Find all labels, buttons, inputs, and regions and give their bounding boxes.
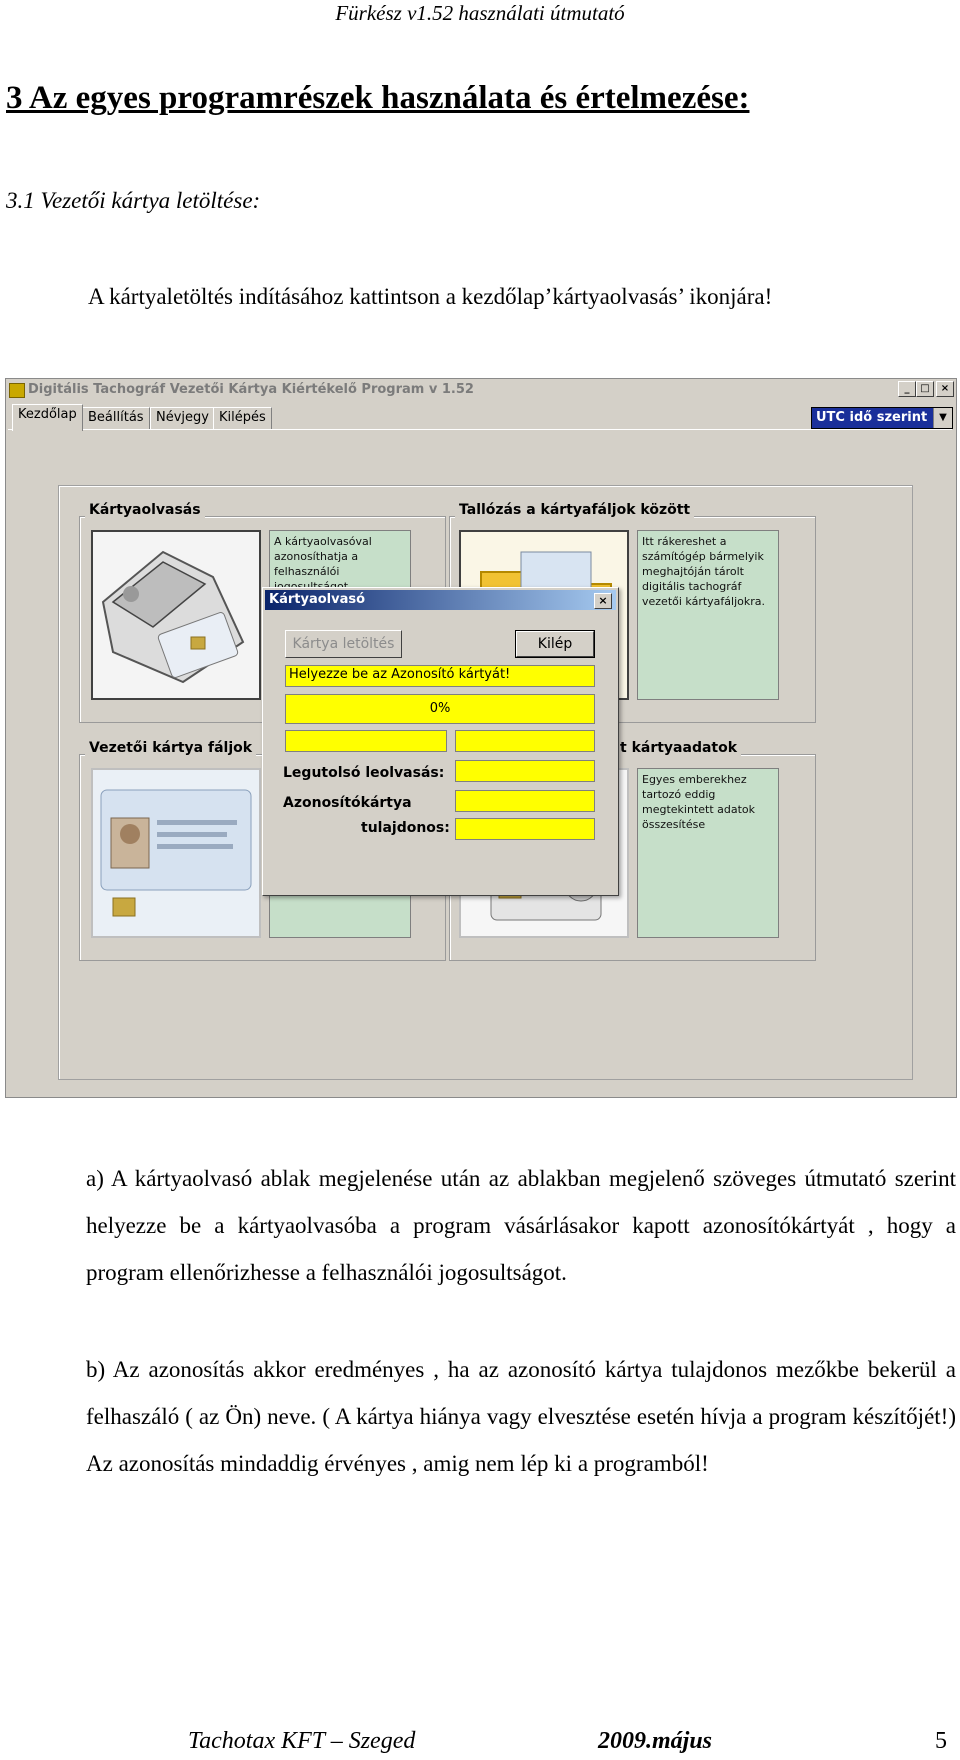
- field-2: [455, 730, 595, 752]
- tab-beallitas[interactable]: Beállítás: [82, 407, 150, 430]
- home-panel: [58, 485, 913, 1080]
- utc-select[interactable]: [811, 407, 953, 429]
- card-reader-dialog: [262, 587, 619, 896]
- owner-field-1: [455, 790, 595, 812]
- field-1: [285, 730, 447, 752]
- owner-field-2: [455, 818, 595, 840]
- app-title: Digitális Tachográf Vezetői Kártya Kiértékelő Program v 1.52: [28, 382, 474, 397]
- subsection-heading: 3.1 Vezetői kártya letöltése:: [6, 188, 261, 213]
- dialog-title-bar: [265, 590, 616, 610]
- driver-card-image[interactable]: [91, 768, 261, 938]
- group-browse-title: Tallózás a kártyafáljok között: [455, 502, 694, 518]
- browse-info: Itt rákereshet a számítógép bármelyik meghajtóján tárolt digitális tachográf vezetői kártyafáljokra.: [637, 530, 779, 700]
- progress-text: 0%: [429, 701, 451, 716]
- footer-company: Tachotax KFT – Szeged: [188, 1728, 416, 1754]
- minimize-button[interactable]: _: [898, 381, 916, 397]
- footer-date: 2009.május: [598, 1728, 713, 1754]
- group-card-data-title: t kártyaadatok: [616, 740, 741, 756]
- download-button[interactable]: Kártya letöltés: [285, 630, 402, 658]
- last-read-field: [455, 760, 595, 782]
- app-title-bar: [6, 379, 956, 401]
- maximize-button[interactable]: □: [916, 381, 934, 397]
- chevron-down-icon[interactable]: ▼: [933, 408, 952, 428]
- progress-bar: [285, 694, 595, 724]
- card-reading-info: A kártyaolvasóval azonosíthatja a felhasználói: [269, 530, 411, 700]
- intro-text: A kártyaletöltés indításához kattintson a kezdőlap’kártyaolvasás’ ikonjára!: [88, 284, 773, 309]
- page-header: Fürkész v1.52 használati útmutató: [335, 1, 625, 25]
- dialog-title: Kártyaolvasó: [269, 592, 366, 607]
- card-reader-icon: [93, 532, 259, 698]
- card-reader-image[interactable]: [91, 530, 261, 700]
- group-driver-files-title: Vezetői kártya fáljok: [85, 740, 256, 756]
- section-heading: 3 Az egyes programrészek használata és értelmezése:: [6, 80, 750, 116]
- paragraph-b: b) Az azonosítás akkor eredményes , ha az azonosító kártya tulajdonos mezőkbe bekerül a felhaszáló ( az Ön) neve. ( A kártya hiánya vagy elvesztése esetén hívja a program készítőjét!) Az azonosítás mindaddig érvényes , amig nem lép ki a programból!: [86, 1357, 956, 1476]
- tab-kilepes[interactable]: Kilépés: [213, 407, 272, 430]
- tab-nevjegy[interactable]: Névjegy: [150, 407, 215, 430]
- utc-select-value: UTC idő szerint: [816, 410, 928, 425]
- app-screenshot: [5, 378, 957, 1098]
- tab-kezdolap[interactable]: Kezdőlap: [12, 404, 83, 431]
- dialog-close-icon[interactable]: ×: [594, 593, 612, 609]
- exit-button[interactable]: Kilép: [516, 631, 594, 657]
- paragraph-a: a) A kártyaolvasó ablak megjelenése után az ablakban megjelenő szöveges útmutató szerint helyezze be a kártyaolvasóba a program vásárlásakor kapott azonosítókártyát , hogy a program ellenőrizhesse a felhasználói jogosultságot.: [86, 1166, 956, 1285]
- tab-underline: [8, 429, 952, 430]
- status-message: Helyezze be az Azonosító kártyát!: [285, 665, 595, 687]
- owner-label-line1: Azonosítókártya: [283, 795, 412, 811]
- owner-label-line2: tulajdonos:: [361, 820, 450, 836]
- card-data-info: Egyes emberekhez tartozó eddig megtekintett adatok összesítése: [637, 768, 779, 938]
- footer-page-number: 5: [935, 1728, 947, 1754]
- group-card-reading-title: Kártyaolvasás: [85, 502, 205, 518]
- app-icon: [9, 383, 25, 398]
- last-read-label: Legutolsó leolvasás:: [283, 765, 445, 781]
- close-button[interactable]: ×: [936, 381, 954, 397]
- driver-card-icon: [93, 770, 259, 936]
